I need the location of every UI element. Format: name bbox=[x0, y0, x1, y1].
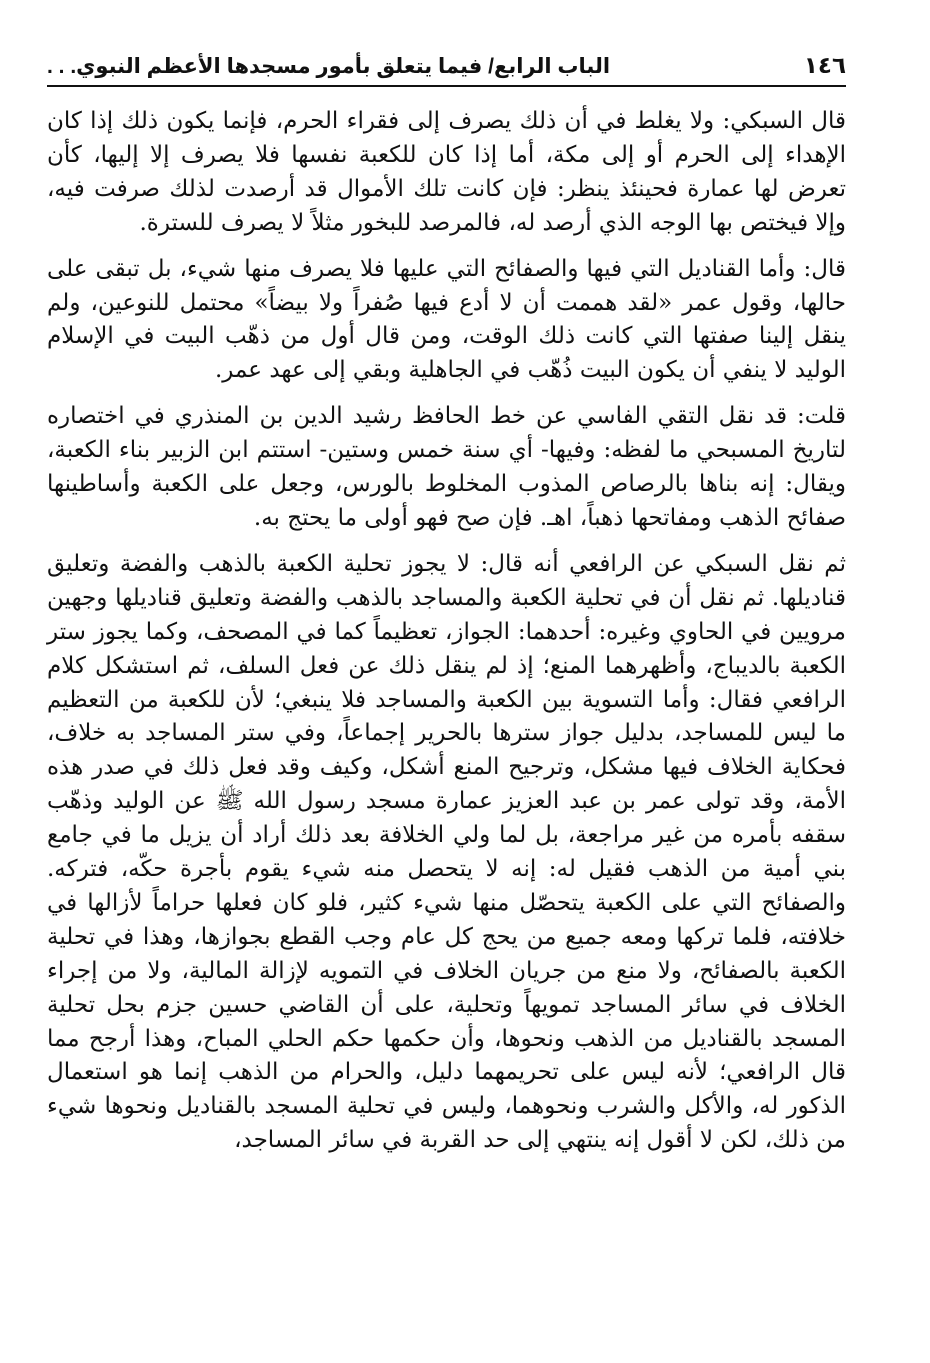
paragraph: قال: وأما القناديل التي فيها والصفائح التي عليها فلا يصرف منها شيء، بل تبقى على حالها، وقول عمر «لقد هممت أن لا أدع فيها صُفراً ولا بيضاً» محتمل للنوعين، ولم ينقل إلينا صفتها التي كانت ذلك الوقت، ومن قال أول من ذهّب البيت في الإسلام الوليد لا ينفي أن يكون البيت ذُهّب في الجاهلية وبقي إلى عهد عمر. bbox=[47, 255, 846, 384]
running-title: الباب الرابع/ فيما يتعلق بأمور مسجدها الأعظم النبوي. . . bbox=[47, 55, 611, 78]
paragraph: قال السبكي: ولا يغلط في أن ذلك يصرف إلى فقراء الحرم، فإنما يكون ذلك إذا كان الإهداء إلى الحرم أو إلى مكة، أما إذا كان للكعبة نفسها فلا يصرف إلا إليها، كأن تعرض لها عمارة فحينئذ ينظر: فإن كانت تلك الأموال قد أرصدت لذلك صرفت فيه، وإلا فيختص بها الوجه الذي أرصد له، فالمرصد للبخور مثلاً لا يصرف للسترة. bbox=[47, 108, 846, 236]
page-number: ١٤٦ bbox=[803, 52, 846, 78]
paragraph: قلت: قد نقل التقي الفاسي عن خط الحافظ رشيد الدين بن المنذري في اختصاره لتاريخ المسبحي ما لفظه: وفيها- أي سنة خمس وستين- استتم ابن الزبير بناء الكعبة، ويقال: إنه بناها بالرصاص المذوب المخلوط بالورس، وجعل على الكعبة وأساطينها صفائح الذهب ومفاتحها ذهباً، اهـ. فإن صح فهو أولى ما يحتج به. bbox=[47, 403, 846, 531]
body-text bbox=[47, 105, 846, 1158]
page-header bbox=[47, 52, 846, 87]
paragraph: ثم نقل السبكي عن الرافعي أنه قال: لا يجوز تحلية الكعبة بالذهب والفضة وتعليق قناديلها. ثم نقل أن في تحلية الكعبة والمساجد بالذهب والفضة وتعليق قناديلها وجهين مرويين في الحاوي وغيره: أحدهما: الجواز، تعظيماً كما في المصحف، وكما يجوز ستر الكعبة بالديباج، وأظهرهما المنع؛ إذ لم ينقل ذلك عن فعل السلف، ثم استشكل كلام الرافعي فقال: وأما التسوية بين الكعبة والمساجد فلا ينبغي؛ لأن للكعبة من التعظيم ما ليس للمساجد، بدليل جواز سترها بالحرير إجماعاً، وفي ستر المساجد به خلاف، فحكاية الخلاف فيها مشكل، وترجيح المنع أشكل، وكيف وقد فعل ذلك في صدر هذه الأمة، وقد تولى عمر بن عبد العزيز عمارة مسجد رسول الله ﷺ عن الوليد وذهّب سقفه بأمره من غير مراجعة، بل لما ولي الخلافة بعد ذلك أراد أن يزيل ما في جامع بني أمية من الذهب فقيل له: إنه لا يتحصل منه شيء يقوم بأجرة حكّه، فتركه. والصفائح التي على الكعبة يتحصّل منها شيء كثير، فلو كان فعلها حراماً لأزالها في خلافته، فلما تركها ومعه جميع من يحج كل عام وجب القطع بجوازها، وهذا في تحلية الكعبة بالصفائح، ولا منع من جريان الخلاف في التمويه لإزالة المالية، ولا من إجراء الخلاف في سائر المساجد تمويهاً وتحلية، على أن القاضي حسين جزم بحل تحلية المسجد بالقناديل من الذهب ونحوها، وأن حكمها حكم الحلي المباح، وهذا أرجح مما قال الرافعي؛ لأنه ليس على تحريمهما دليل، والحرام من الذهب إنما هو استعمال الذكور له، والأكل والشرب ونحوهما، وليس في تحلية المسجد بالقناديل ونحوها شيء من ذلك، لكن لا أقول إنه ينتهي إلى حد القربة في سائر المساجد، bbox=[47, 550, 846, 1154]
